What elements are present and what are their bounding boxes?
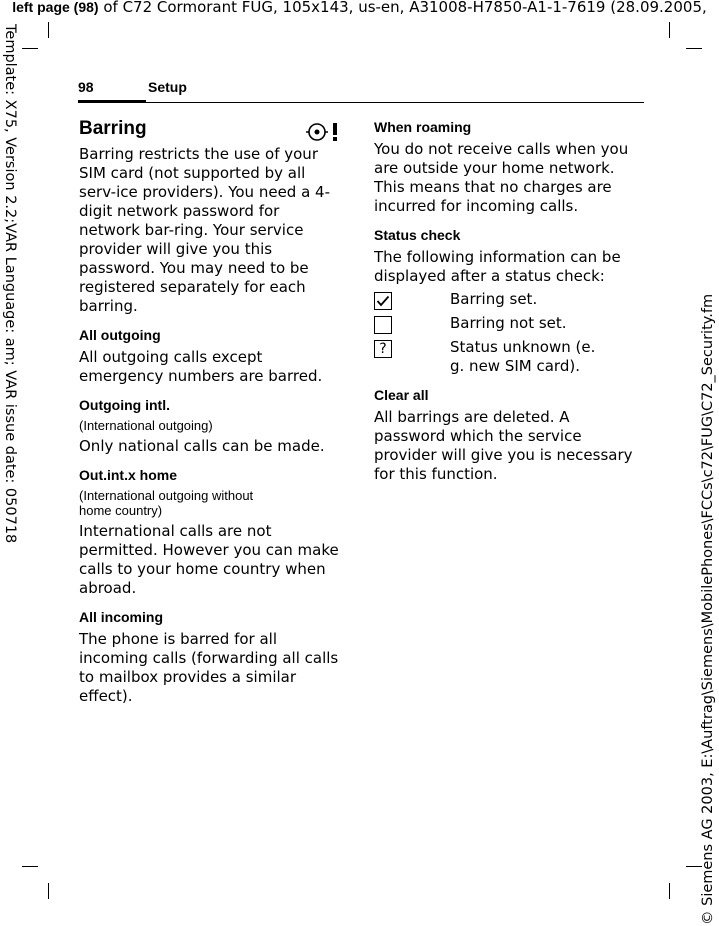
- barring-intro: Barring restricts the use of your SIM card (not supported by all serv-ice providers). You need a 4-digit network password for network bar-ring. Your service provider will give you this password. You may need to be registered separately for each barring.: [79, 145, 331, 315]
- print-header-rest: of C72 Cormorant FUG, 105x143, us-en, A31008-H7850-A1-1-7619 (28.09.2005,: [98, 0, 707, 16]
- status-item-text: Barring not set.: [450, 314, 567, 332]
- status-item: [374, 290, 642, 310]
- crop-mark: [669, 22, 670, 38]
- all-incoming-text: The phone is barred for all incoming calls (forwarding all calls to mailbox provides a similar effect).: [79, 630, 339, 705]
- menu-path-icons: [305, 120, 343, 148]
- status-item: [374, 338, 642, 376]
- crop-mark: [22, 48, 38, 49]
- question-box-icon: ?: [374, 340, 392, 358]
- section-title: Setup: [148, 79, 187, 95]
- barring-title-text: Barring: [79, 118, 147, 139]
- page-number: 98: [78, 79, 94, 95]
- all-incoming-heading: All incoming: [79, 609, 163, 625]
- status-check-text: The following information can be displayed after a status check:: [374, 248, 621, 285]
- out-int-x-home-subtitle: (International outgoing without home country): [79, 488, 254, 518]
- when-roaming-heading: When roaming: [374, 119, 472, 135]
- all-outgoing-heading: All outgoing: [79, 327, 161, 343]
- crop-mark: [669, 883, 670, 899]
- outgoing-intl-subtitle: (International outgoing): [79, 418, 213, 433]
- network-service-icon: [305, 120, 343, 142]
- out-int-x-home-heading: Out.int.x home: [79, 467, 177, 483]
- status-item-text: Barring set.: [450, 290, 538, 308]
- status-check-heading: Status check: [374, 227, 461, 243]
- barring-title: [79, 118, 343, 140]
- all-outgoing-text: All outgoing calls except emergency numbers are barred.: [79, 348, 323, 385]
- outgoing-intl-heading: Outgoing intl.: [79, 397, 170, 413]
- checkbox-checked-icon: [374, 292, 392, 310]
- outgoing-intl-text: Only national calls can be made.: [79, 437, 325, 455]
- crop-mark: [48, 22, 49, 38]
- header-rule-thick: [78, 100, 146, 103]
- right-column: [374, 118, 642, 484]
- status-item-text: Status unknown (e. g. new SIM card).: [450, 338, 596, 375]
- left-column: [79, 118, 343, 706]
- clear-all-heading: Clear all: [374, 387, 429, 403]
- when-roaming-text: You do not receive calls when you are outside your home network. This means that no charges are incurred for incoming calls.: [374, 140, 629, 215]
- clear-all-text: All barrings are deleted. A password which the service provider will give you is necessary for this function.: [374, 408, 633, 483]
- crop-mark: [686, 48, 702, 49]
- out-int-x-home-text: International calls are not permitted. However you can make calls to your home country when abroad.: [79, 522, 339, 597]
- crop-mark: [48, 883, 49, 899]
- header-rule: [146, 102, 644, 103]
- crop-mark: [22, 866, 38, 867]
- status-item: [374, 314, 642, 334]
- copyright-path-vertical: © Siemens AG 2003, E:\Auftrag\Siemens\MobilePhones\FCCs\c72\FUG\C72_Security.fm: [700, 293, 716, 925]
- print-header-bold: left page (98): [12, 0, 99, 15]
- template-info-vertical: Template: X75, Version 2.2;VAR Language: am; VAR issue date: 050718: [2, 24, 18, 544]
- checkbox-empty-icon: [374, 316, 392, 334]
- print-header-line: [0, 0, 719, 16]
